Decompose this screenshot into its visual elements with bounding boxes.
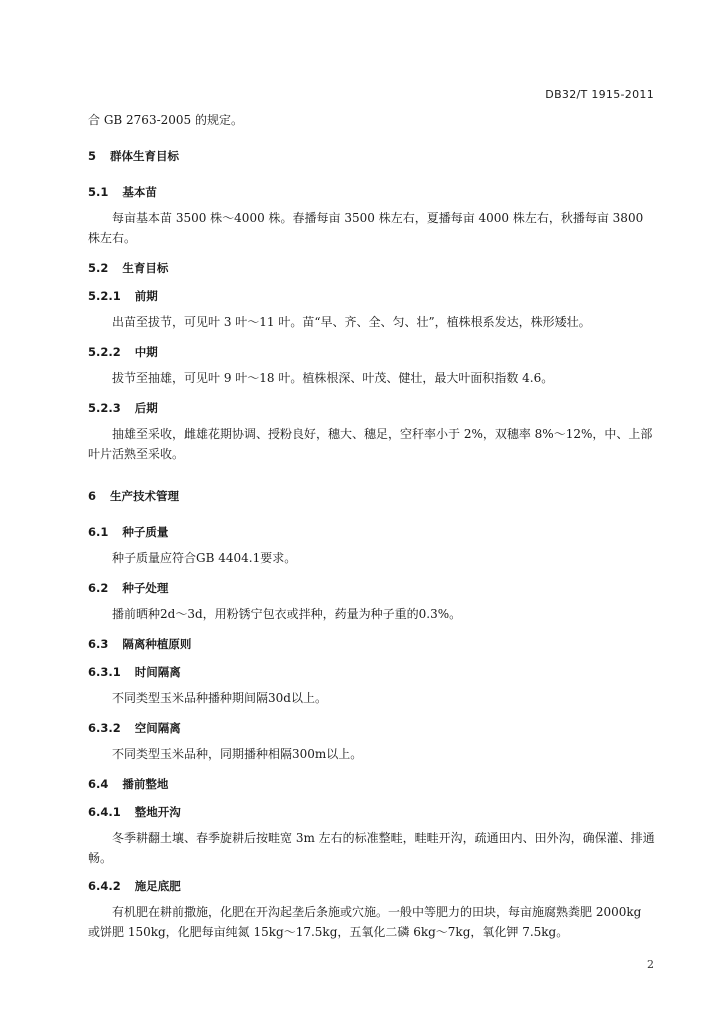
section-heading: 6.3 隔离种植原则 (88, 637, 192, 651)
section-heading: 5.2.2 中期 (88, 345, 158, 359)
section-heading: 6.4.1 整地开沟 (88, 805, 181, 819)
section-heading: 6.3.1 时间隔离 (88, 665, 181, 679)
section-heading: 5.1 基本苗 (88, 185, 157, 199)
paragraph: 冬季耕翻土壤、春季旋耕后按畦宽 3m 左右的标准整畦，畦畦开沟，疏通田内、田外沟，确保灌、排通畅。 (88, 831, 655, 865)
section-heading: 6 生产技术管理 (88, 489, 180, 503)
paragraph: 不同类型玉米品种，同期播种相隔300m以上。 (112, 747, 363, 761)
document-body (88, 110, 656, 942)
page-number: 2 (647, 958, 654, 971)
section-heading: 6.3.2 空间隔离 (88, 721, 181, 735)
paragraph: 每亩基本苗 3500 株～4000 株。春播每亩 3500 株左右，夏播每亩 4000 株左右，秋播每亩 3800 株左右。 (88, 211, 644, 245)
paragraph: 拔节至抽雄，可见叶 9 叶～18 叶。植株根深、叶茂、健壮，最大叶面积指数 4.6。 (112, 371, 554, 385)
paragraph: 种子质量应符合GB 4404.1要求。 (112, 551, 297, 565)
section-heading: 6.2 种子处理 (88, 581, 169, 595)
document-code: DB32/T 1915-2011 (545, 88, 654, 101)
section-heading: 6.4 播前整地 (88, 777, 169, 791)
paragraph: 不同类型玉米品种播种期间隔30d以上。 (112, 691, 327, 705)
section-heading: 6.4.2 施足底肥 (88, 879, 181, 893)
paragraph: 播前晒种2d～3d，用粉锈宁包衣或拌种，药量为种子重的0.3%。 (112, 607, 462, 621)
section-heading: 5 群体生育目标 (88, 149, 180, 163)
section-heading: 5.2 生育目标 (88, 261, 169, 275)
paragraph: 合 GB 2763-2005 的规定。 (88, 113, 243, 127)
paragraph: 抽雄至采收，雌雄花期协调、授粉良好，穗大、穗足，空秆率小于 2%，双穗率 8%～12%，中、上部叶片活熟至采收。 (88, 427, 653, 461)
section-heading: 5.2.1 前期 (88, 289, 158, 303)
section-heading: 5.2.3 后期 (88, 401, 158, 415)
paragraph: 有机肥在耕前撒施，化肥在开沟起垄后条施或穴施。一般中等肥力的田块，每亩施腐熟粪肥 2000kg 或饼肥 150kg，化肥每亩纯氮 15kg～17.5kg，五氧化二磷 6kg～7kg，氧化钾 7.5kg。 (88, 905, 642, 939)
section-heading: 6.1 种子质量 (88, 525, 169, 539)
paragraph: 出苗至拔节，可见叶 3 叶～11 叶。苗“早、齐、全、匀、壮”，植株根系发达，株形矮壮。 (112, 315, 591, 329)
